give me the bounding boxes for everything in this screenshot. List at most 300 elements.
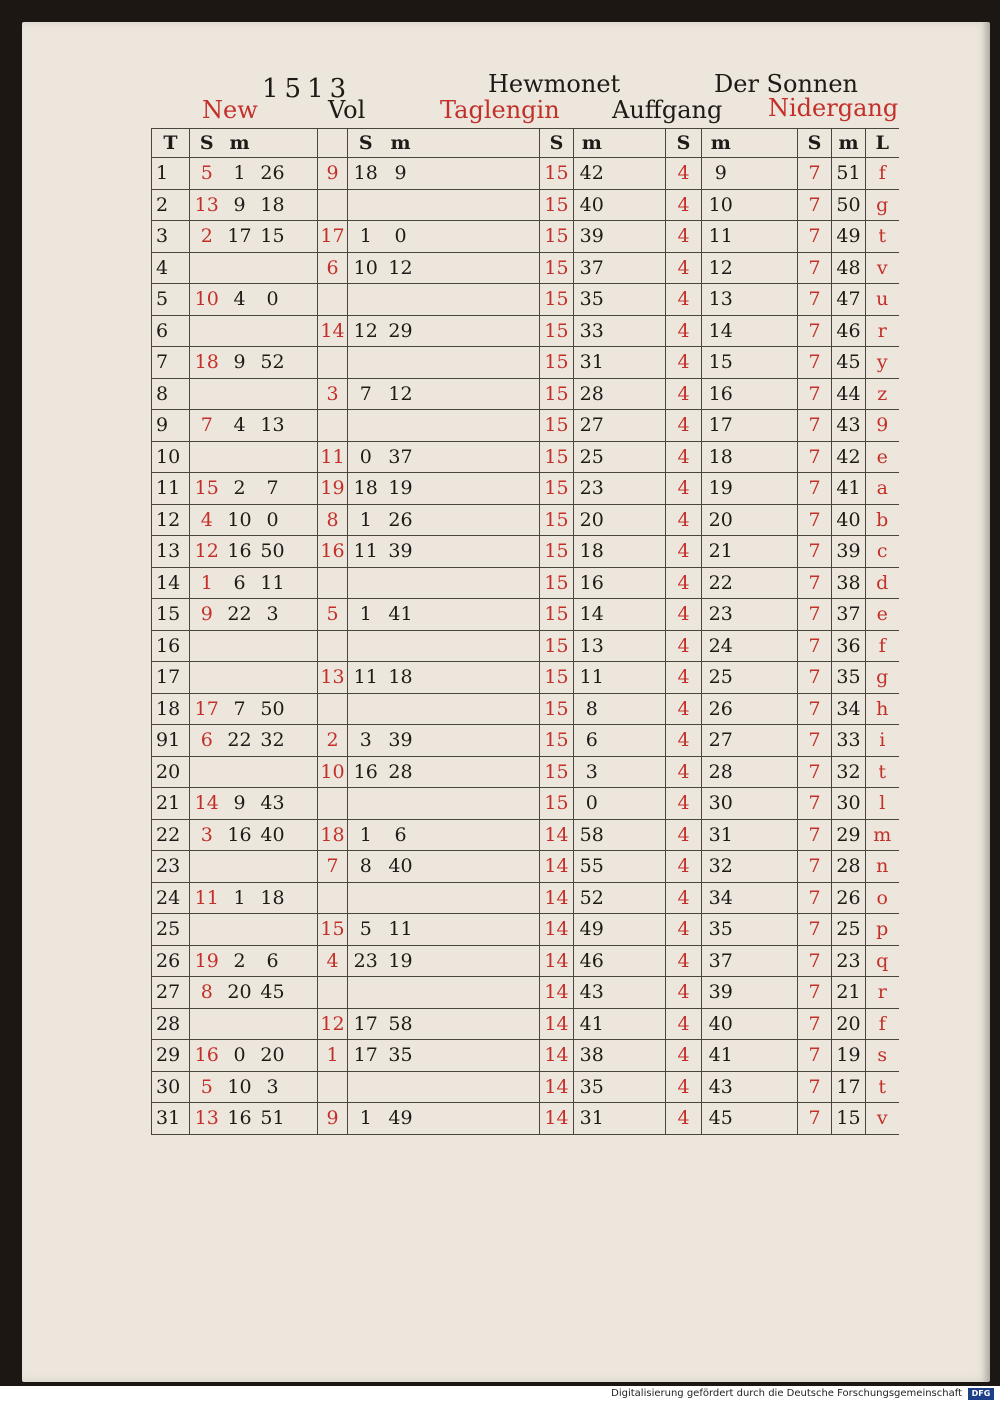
table-cell: 31 [574,347,610,379]
table-cell [224,441,256,473]
table-cell: 7 [798,882,832,914]
table-cell [740,189,798,221]
table-cell: 28 [574,378,610,410]
table-cell: 2 [190,221,224,253]
sunrise-heading: Auffgang [612,96,723,124]
table-cell: 42 [832,441,866,473]
day-cell: 10 [152,441,190,473]
table-cell: 27 [574,410,610,442]
table-cell: 41 [574,1008,610,1040]
table-row [152,189,899,221]
subheader-cell [468,129,540,158]
table-cell [418,252,468,284]
table-cell: 15 [318,914,348,946]
table-cell [290,599,318,631]
table-cell: 35 [702,914,740,946]
table-cell: 13 [190,1103,224,1135]
table-cell [190,1008,224,1040]
table-cell: 42 [574,158,610,190]
table-cell: 12 [318,1008,348,1040]
table-cell: e [866,599,899,631]
table-cell [740,410,798,442]
subheader-cell: m [384,129,418,158]
table-cell: 8 [348,851,384,883]
table-cell: 4 [666,851,702,883]
table-cell [610,819,666,851]
table-row [152,1040,899,1072]
footer-bar [0,1386,1000,1403]
table-cell [740,221,798,253]
table-cell: 18 [348,158,384,190]
day-length-heading: Taglengin [440,96,560,124]
table-cell: 44 [832,378,866,410]
table-cell: 10 [318,756,348,788]
table-cell: 25 [832,914,866,946]
table-row [152,378,899,410]
table-cell [384,410,418,442]
table-cell [740,756,798,788]
table-cell: 28 [832,851,866,883]
table-cell: 7 [798,1071,832,1103]
table-row [152,473,899,505]
table-cell [256,914,290,946]
day-cell: 6 [152,315,190,347]
table-cell [290,882,318,914]
table-cell [224,914,256,946]
table-cell [290,441,318,473]
table-cell [740,945,798,977]
table-row [152,158,899,190]
table-cell [610,441,666,473]
table-cell: 13 [318,662,348,694]
table-cell [610,284,666,316]
subheader-cell [610,129,666,158]
table-cell [610,315,666,347]
table-cell [224,630,256,662]
table-cell [318,788,348,820]
subheader-cell: S [190,129,224,158]
table-cell [290,693,318,725]
table-cell [468,1071,540,1103]
table-cell: n [866,851,899,883]
table-cell: 11 [702,221,740,253]
table-cell: 17 [702,410,740,442]
table-cell [290,945,318,977]
table-cell: 34 [832,693,866,725]
day-cell: 12 [152,504,190,536]
table-cell: 15 [540,410,574,442]
table-cell: 21 [702,536,740,568]
table-cell [610,252,666,284]
table-cell [318,189,348,221]
table-row [152,315,899,347]
table-cell: 15 [832,1103,866,1135]
table-cell [468,630,540,662]
table-cell: 0 [256,504,290,536]
table-cell: 49 [574,914,610,946]
table-cell [610,473,666,505]
table-cell: 15 [540,536,574,568]
table-cell: 1 [318,1040,348,1072]
table-cell [468,662,540,694]
table-cell [224,252,256,284]
table-row [152,630,899,662]
calendar-table-body [152,129,899,1135]
table-cell: 7 [798,819,832,851]
table-cell [256,851,290,883]
table-cell: 12 [702,252,740,284]
table-cell [418,536,468,568]
table-cell: 27 [702,725,740,757]
table-cell: 7 [348,378,384,410]
table-cell: 17 [190,693,224,725]
table-cell [190,378,224,410]
table-cell: 29 [832,819,866,851]
table-cell: 22 [224,725,256,757]
table-cell: 5 [190,158,224,190]
table-cell: 2 [224,945,256,977]
table-cell [468,284,540,316]
table-cell [290,189,318,221]
table-cell [318,882,348,914]
table-cell: 55 [574,851,610,883]
table-cell: 11 [318,441,348,473]
table-cell: 35 [574,1071,610,1103]
table-cell [740,473,798,505]
table-cell: 18 [574,536,610,568]
table-cell: 7 [798,189,832,221]
table-cell [610,1040,666,1072]
table-row [152,756,899,788]
table-cell [290,252,318,284]
table-cell: c [866,536,899,568]
table-row [152,851,899,883]
table-cell [290,567,318,599]
table-cell: 15 [540,693,574,725]
table-cell [740,315,798,347]
table-cell: d [866,567,899,599]
table-cell: 14 [540,977,574,1009]
table-cell: 7 [798,441,832,473]
table-cell [740,977,798,1009]
table-cell: 46 [832,315,866,347]
table-cell: 9 [224,347,256,379]
table-cell [610,630,666,662]
table-row [152,567,899,599]
table-row [152,945,899,977]
table-cell [348,347,384,379]
table-cell: o [866,882,899,914]
table-cell: 7 [798,788,832,820]
day-cell: 14 [152,567,190,599]
table-cell: 3 [348,725,384,757]
table-cell: 9 [224,189,256,221]
table-cell [418,914,468,946]
day-cell: 26 [152,945,190,977]
table-cell: 40 [384,851,418,883]
table-cell: 17 [224,221,256,253]
table-cell: 14 [540,851,574,883]
table-cell [418,693,468,725]
table-cell [290,221,318,253]
table-row [152,504,899,536]
table-cell [384,189,418,221]
table-cell [290,315,318,347]
table-cell [318,347,348,379]
table-cell: 4 [666,504,702,536]
table-cell: 6 [224,567,256,599]
table-cell: 37 [702,945,740,977]
table-cell [740,252,798,284]
table-cell: 41 [832,473,866,505]
table-cell [418,441,468,473]
table-cell: 13 [256,410,290,442]
table-cell [418,1008,468,1040]
table-cell: 15 [256,221,290,253]
table-cell [384,693,418,725]
table-cell: 43 [574,977,610,1009]
table-cell [740,882,798,914]
table-cell: 51 [256,1103,290,1135]
new-moon-heading: New [202,96,258,124]
table-cell: 14 [540,882,574,914]
table-cell: 33 [832,725,866,757]
table-cell [348,1071,384,1103]
table-cell: 18 [348,473,384,505]
table-row [152,599,899,631]
table-cell [190,630,224,662]
table-cell: 11 [348,536,384,568]
table-cell: 14 [574,599,610,631]
table-cell: 6 [318,252,348,284]
table-row [152,819,899,851]
table-cell [418,410,468,442]
dfg-logo: DFG [968,1388,994,1400]
table-cell: 45 [256,977,290,1009]
table-cell: 15 [540,158,574,190]
table-cell: 15 [540,347,574,379]
table-cell [468,315,540,347]
day-cell: 8 [152,378,190,410]
table-cell [468,599,540,631]
table-cell [610,756,666,788]
table-cell [740,851,798,883]
table-cell: 15 [540,284,574,316]
subheader-cell: m [702,129,740,158]
table-cell: 15 [540,725,574,757]
table-cell: 51 [832,158,866,190]
table-cell [418,473,468,505]
table-cell: 1 [190,567,224,599]
table-cell [348,788,384,820]
table-cell [418,158,468,190]
table-cell [290,536,318,568]
table-cell [468,189,540,221]
table-cell: f [866,1008,899,1040]
table-cell [610,221,666,253]
day-cell: 91 [152,725,190,757]
table-cell: 9 [384,158,418,190]
table-row [152,221,899,253]
table-cell [740,630,798,662]
table-cell: 6 [384,819,418,851]
table-cell: 23 [348,945,384,977]
table-cell: v [866,1103,899,1135]
day-cell: 13 [152,536,190,568]
table-cell [224,662,256,694]
table-cell: 15 [540,756,574,788]
table-cell [468,693,540,725]
table-cell: 28 [384,756,418,788]
table-cell: 4 [666,347,702,379]
table-cell: 20 [702,504,740,536]
table-cell [290,158,318,190]
table-cell [256,630,290,662]
table-cell [418,284,468,316]
table-cell: 20 [256,1040,290,1072]
table-cell [290,284,318,316]
calendar-table [151,128,899,1135]
table-cell: 4 [666,158,702,190]
table-cell [468,819,540,851]
table-cell: 38 [832,567,866,599]
table-cell [468,788,540,820]
table-cell: 19 [384,945,418,977]
table-cell [224,851,256,883]
table-cell [418,945,468,977]
table-cell: 4 [666,1071,702,1103]
table-cell: 50 [832,189,866,221]
table-cell: 4 [666,945,702,977]
table-cell: 0 [384,221,418,253]
table-cell: 1 [348,599,384,631]
table-cell [610,189,666,221]
table-cell [290,410,318,442]
table-cell: 15 [702,347,740,379]
table-cell: 7 [798,315,832,347]
table-cell [740,662,798,694]
table-cell: 14 [540,945,574,977]
table-cell: 3 [190,819,224,851]
day-cell: 29 [152,1040,190,1072]
table-cell [348,410,384,442]
table-cell: 1 [348,819,384,851]
table-row [152,1071,899,1103]
table-cell: 43 [702,1071,740,1103]
table-row [152,914,899,946]
subheader-cell: S [798,129,832,158]
table-cell [418,882,468,914]
day-cell: 28 [152,1008,190,1040]
table-cell: 17 [348,1008,384,1040]
table-cell: 7 [798,347,832,379]
table-cell: 15 [540,473,574,505]
table-cell: 45 [702,1103,740,1135]
table-cell: 4 [224,410,256,442]
day-cell: 1 [152,158,190,190]
table-cell: 4 [318,945,348,977]
table-cell: 7 [256,473,290,505]
table-cell: 4 [666,725,702,757]
table-cell: 5 [348,914,384,946]
table-cell [468,567,540,599]
table-cell [290,630,318,662]
table-cell: 39 [384,725,418,757]
table-cell [384,567,418,599]
table-cell: 29 [384,315,418,347]
table-cell: 1 [224,882,256,914]
table-cell [190,914,224,946]
table-cell [610,945,666,977]
table-cell: 16 [224,819,256,851]
table-cell: 19 [318,473,348,505]
footer-credit: Digitalisierung gefördert durch die Deutsche Forschungsgemeinschaft [611,1388,962,1399]
table-cell [740,1040,798,1072]
table-cell: 4 [666,284,702,316]
table-cell: 25 [574,441,610,473]
table-cell: 41 [384,599,418,631]
day-cell: 31 [152,1103,190,1135]
table-cell [740,819,798,851]
table-cell: 18 [384,662,418,694]
table-cell: s [866,1040,899,1072]
table-cell: 14 [540,914,574,946]
table-cell: 11 [348,662,384,694]
table-cell: 16 [224,1103,256,1135]
table-cell: 45 [832,347,866,379]
table-cell [418,819,468,851]
day-cell: 30 [152,1071,190,1103]
table-cell: 25 [702,662,740,694]
table-cell [468,756,540,788]
table-cell: 22 [224,599,256,631]
table-cell [468,914,540,946]
table-cell [468,977,540,1009]
table-cell: 1 [348,1103,384,1135]
table-cell [348,630,384,662]
table-cell: 4 [666,1008,702,1040]
table-cell: 19 [190,945,224,977]
day-cell: 7 [152,347,190,379]
table-cell [348,284,384,316]
table-cell: 1 [348,221,384,253]
full-moon-heading: Vol [328,96,366,124]
table-cell: 48 [832,252,866,284]
day-cell: 23 [152,851,190,883]
table-cell [740,347,798,379]
table-cell: 13 [574,630,610,662]
table-cell: m [866,819,899,851]
table-cell: 4 [666,410,702,442]
table-cell [224,756,256,788]
table-cell [610,1103,666,1135]
day-cell: 4 [152,252,190,284]
table-cell: y [866,347,899,379]
table-cell: 35 [574,284,610,316]
table-cell: 0 [256,284,290,316]
table-cell: a [866,473,899,505]
table-cell: 37 [384,441,418,473]
table-cell: 52 [256,347,290,379]
table-cell [418,504,468,536]
subheader-cell [256,129,290,158]
table-cell: 7 [798,1040,832,1072]
table-cell: 4 [666,536,702,568]
table-cell: 4 [666,378,702,410]
table-cell: 18 [190,347,224,379]
table-cell: 7 [224,693,256,725]
table-cell: 52 [574,882,610,914]
